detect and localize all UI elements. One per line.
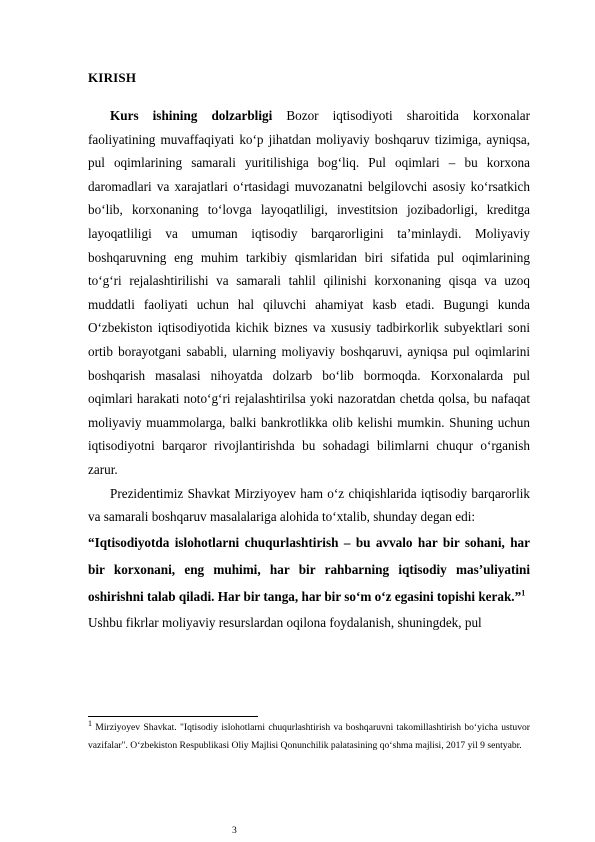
footnote-divider — [88, 716, 258, 717]
section-heading: KIRISH — [88, 70, 137, 85]
relevance-text: Bozor iqtisodiyoti sharoitida korxonalar faoliyatining muvaffaqiyati ko‘p jihatdan moliyaviy boshqaruv tizimiga, ayniqsa, pul oqimlarining samarali yuritilishiga bog‘liq. Pul oqimlari – bu korxona daromadlari va xarajatlari o‘rtasidagi muvozanatni belgilovchi asosiy ko‘rsatkich bo‘lib, korxonaning to‘lovga layoqatliligi, investitsion jozibadorligi, kreditga layoqatliligi va umuman iqtisodiy barqarorligini ta’minlaydi. Moliyaviy boshqaruvning eng muhim tarkibiy qismlaridan biri sifatida pul oqimlarining to‘g‘ri rejalashtirilishi va samarali tahlil qilinishi korxonaning qisqa va uzoq muddatli faoliyati uchun hal qiluvchi ahamiyat kasb etadi. Bugungi kunda O‘zbekiston iqtisodiyotida kichik biznes va xususiy tadbirkorlik subyektlari soni ortib borayotgani sababli, ularning moliyaviy boshqaruvi, ayniqsa pul oqimlarini boshqarish masalasi nihoyatda dolzarb bo‘lib bormoqda. Korxonalarda pul oqimlari harakati noto‘g‘ri rejalashtirilsa yoki nazoratdan chetda qolsa, bu nafaqat moliyaviy muammolarga, balki bankrotlikka olib kelishi mumkin. Shuning uchun iqtisodiyotni barqaror rivojlantirishda bu sohadagi bilimlarni chuqur o‘rganish zarur. — [88, 108, 530, 477]
footnote-mark: 1 — [88, 718, 92, 728]
paragraph-president: Prezidentimiz Shavkat Mirziyoyev ham o‘z chiqishlarida iqtisodiy barqarorlik va samarali boshqaruv masalalariga alohida to‘xtalib, shunday degan edi: — [88, 485, 530, 525]
footnote — [88, 719, 530, 754]
quote-text: “Iqtisodiyotda islohotlarni chuqurlashtirish – bu avvalo har bir sohani, har bir korxonani, eng muhimi, har bir rahbarning iqtisodiy mas’uliyatini oshirishni talab qiladi. Har bir tanga, har bir so‘m o‘z egasini topishi kerak.” — [88, 534, 530, 605]
relevance-lead: Kurs ishining dolzarbligi — [110, 108, 273, 123]
paragraph-continuation: Ushbu fikrlar moliyaviy resurslardan oqilona foydalanish, shuningdek, pul — [88, 614, 482, 630]
footnote-ref: 1 — [521, 588, 526, 598]
presidential-quote — [88, 529, 530, 611]
paragraph-relevance — [88, 104, 530, 482]
footnote-text: Mirziyoyev Shavkat. "Iqtisodiy islohotlarni chuqurlashtirish va boshqaruvni takomillashtirish bo‘yicha ustuvor vazifalar". O‘zbekiston Respublikasi Oliy Majlisi Qonunchilik palatasining qo‘shma majlisi, 2017 yil 9 sentyabr. — [88, 722, 530, 751]
body-text — [88, 104, 530, 634]
page-number: 3 — [232, 825, 237, 836]
